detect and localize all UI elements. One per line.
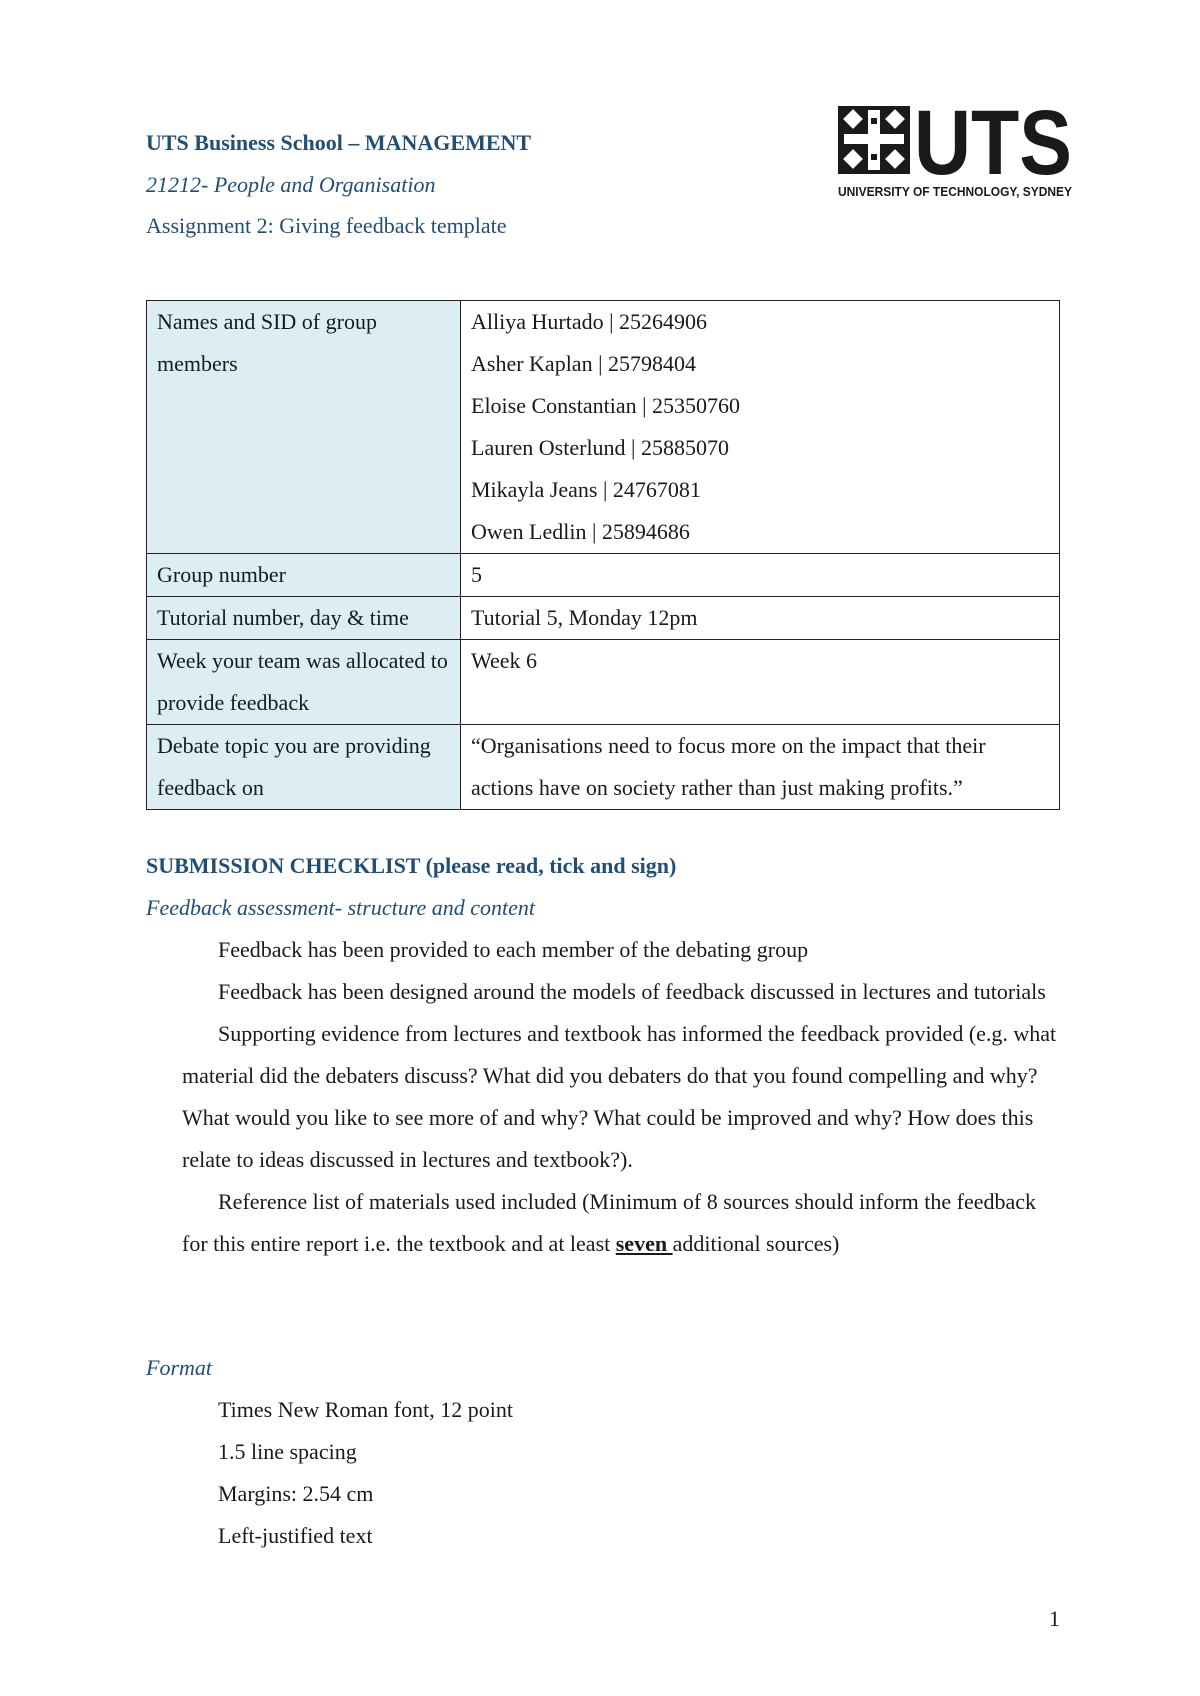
checklist-title: SUBMISSION CHECKLIST (please read, tick and sign) bbox=[146, 853, 677, 878]
table-row bbox=[147, 597, 1060, 640]
member-entry: Mikayla Jeans | 24767081 bbox=[471, 477, 701, 502]
week-value: Week 6 bbox=[461, 640, 1060, 725]
format-item: Margins: 2.54 cm bbox=[218, 1481, 374, 1506]
week-label: Week your team was allocated to provide feedback bbox=[147, 640, 461, 725]
assignment-heading: Assignment 2: Giving feedback template bbox=[146, 213, 507, 238]
group-number-label: Group number bbox=[147, 554, 461, 597]
topic-label: Debate topic you are providing feedback on bbox=[147, 725, 461, 810]
checklist-subtitle: Feedback assessment- structure and content bbox=[146, 895, 535, 920]
checklist-item: Feedback has been designed around the models of feedback discussed in lectures and tutorials bbox=[218, 979, 1046, 1004]
members-label: Names and SID of group members bbox=[147, 301, 461, 554]
member-entry: Lauren Osterlund | 25885070 bbox=[471, 435, 729, 460]
tutorial-label: Tutorial number, day & time bbox=[147, 597, 461, 640]
member-entry: Owen Ledlin | 25894686 bbox=[471, 519, 690, 544]
table-row bbox=[147, 554, 1060, 597]
format-item: Left-justified text bbox=[218, 1523, 373, 1548]
uts-tagline: UNIVERSITY OF TECHNOLOGY, SYDNEY bbox=[838, 185, 1073, 199]
format-items bbox=[218, 1389, 513, 1557]
members-cell bbox=[461, 301, 1060, 554]
member-entry: Eloise Constantian | 25350760 bbox=[471, 393, 740, 418]
format-title: Format bbox=[146, 1355, 212, 1380]
checklist-item: Feedback has been provided to each member of the debating group bbox=[218, 937, 809, 962]
uts-emblem-icon bbox=[838, 106, 910, 174]
table-row bbox=[147, 301, 1060, 554]
format-item: 1.5 line spacing bbox=[218, 1439, 357, 1464]
tutorial-value: Tutorial 5, Monday 12pm bbox=[461, 597, 1060, 640]
subject-heading: 21212- People and Organisation bbox=[146, 172, 436, 197]
school-heading: UTS Business School – MANAGEMENT bbox=[146, 130, 532, 155]
group-number-value: 5 bbox=[461, 554, 1060, 597]
member-entry: Alliya Hurtado | 25264906 bbox=[471, 309, 707, 334]
reference-text-start: Reference list of materials used included (Minimum of 8 sources should inform the feedback for this entire report i.e. the textbook and at least bbox=[182, 1189, 1037, 1256]
table-row bbox=[147, 640, 1060, 725]
uts-logo bbox=[838, 100, 1074, 200]
checklist-items bbox=[182, 929, 1062, 1265]
reference-text-end: additional sources) bbox=[672, 1231, 840, 1256]
format-item: Times New Roman font, 12 point bbox=[218, 1397, 513, 1422]
member-entry: Asher Kaplan | 25798404 bbox=[471, 351, 696, 376]
checklist-item-references bbox=[182, 1181, 1062, 1265]
uts-wordmark: UTS bbox=[914, 100, 1072, 194]
reference-emphasis: seven bbox=[615, 1231, 673, 1256]
page-number: 1 bbox=[1049, 1606, 1060, 1631]
group-info-table bbox=[146, 300, 1060, 810]
table-row bbox=[147, 725, 1060, 810]
topic-value: “Organisations need to focus more on the impact that their actions have on society rather than just making profits.” bbox=[461, 725, 1060, 810]
checklist-item: Supporting evidence from lectures and textbook has informed the feedback provided (e.g. what material did the debaters discuss? What did you debaters do that you found compelling and why? What would you like to see more of and why? What could be improved and why? How does this relate to ideas discussed in lectures and textbook?). bbox=[182, 1021, 1057, 1172]
